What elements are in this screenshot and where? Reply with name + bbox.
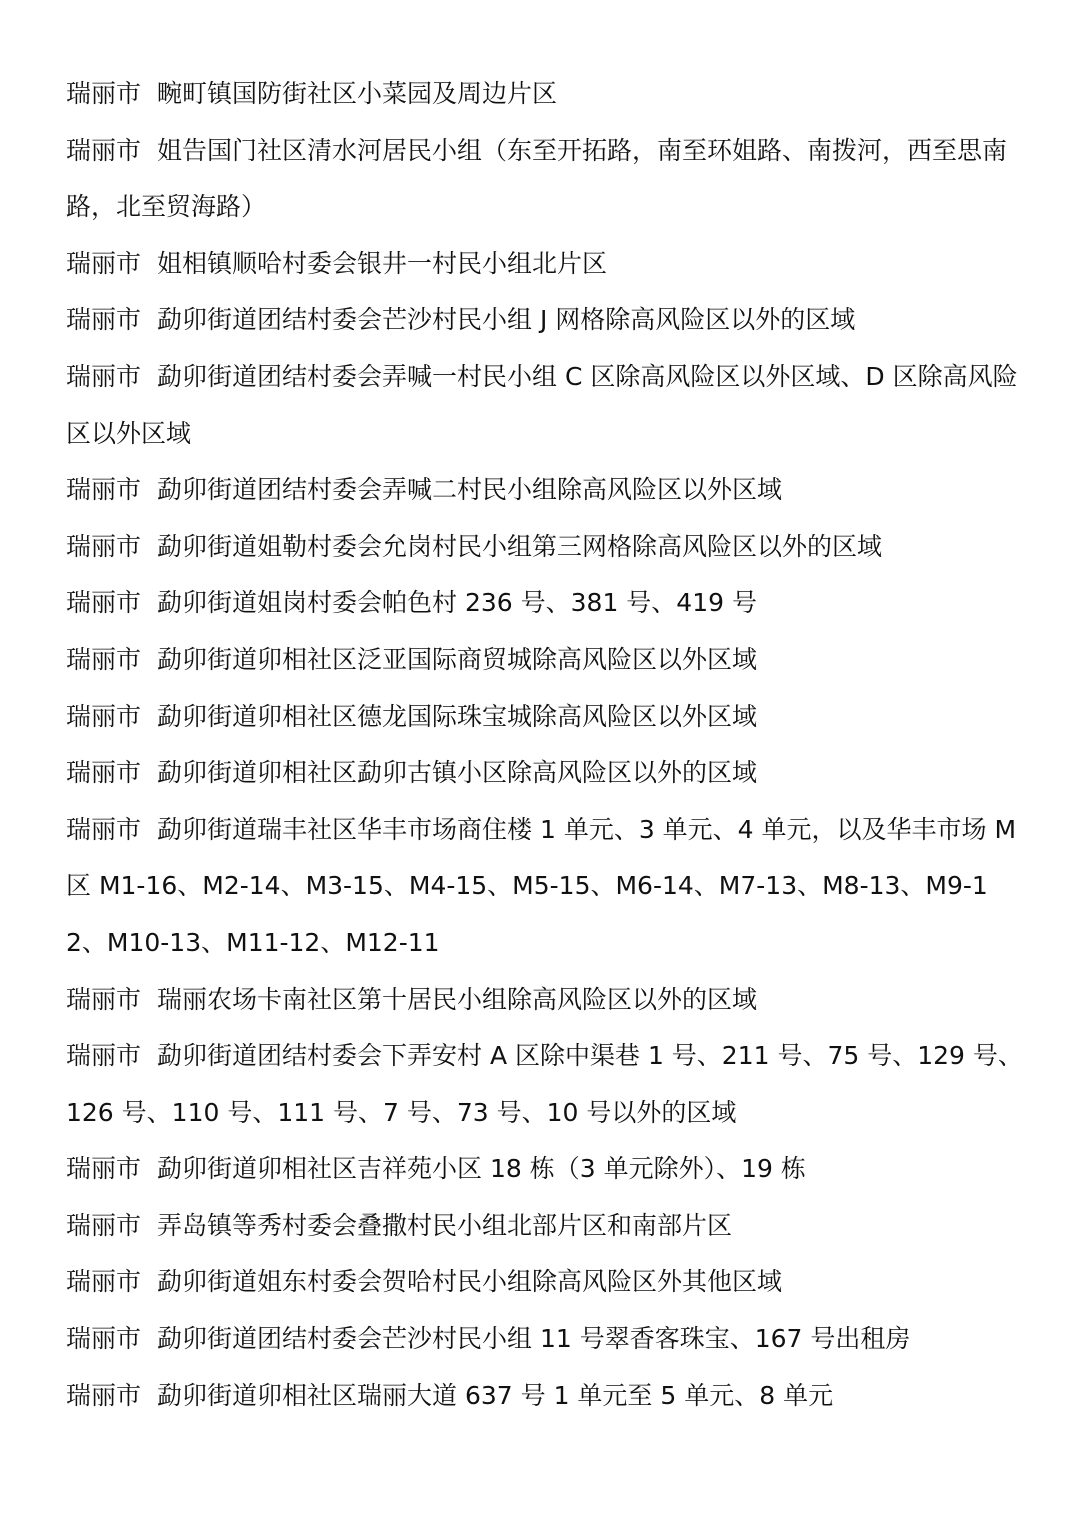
entry-place: 姐相镇顺哈村委会银井一村民小组北片区 [157,248,608,278]
entry-city: 瑞丽市 [66,361,142,391]
entry-city: 瑞丽市 [66,814,142,844]
entry-city: 瑞丽市 [66,1210,142,1240]
list-item [66,236,1026,293]
list-item [66,1198,1026,1255]
list-item [66,1311,1026,1368]
entry-city: 瑞丽市 [66,588,142,618]
entry-place: 勐卯街道姐东村委会贺哈村民小组除高风险区外其他区域 [157,1267,783,1297]
entry-city: 瑞丽市 [66,475,142,505]
entry-place: 勐卯街道卯相社区勐卯古镇小区除高风险区以外的区域 [157,758,758,788]
entry-place: 勐卯街道姐岗村委会帕色村 236 号、381 号、419 号 [157,588,757,618]
list-item [66,123,1026,236]
entry-city: 瑞丽市 [66,1324,142,1354]
list-item [66,66,1026,123]
entry-city: 瑞丽市 [66,758,142,788]
entry-place: 勐卯街道瑞丰社区华丰市场商住楼 1 单元、3 单元、4 单元，以及华丰市场 M 区 M1-16、M2-14、M3-15、M4-15、M5-15、M6-14、M7-13、M8-13、M9-12、M10-13、M11-12、M12-11 [66,814,1017,957]
entry-city: 瑞丽市 [66,1380,142,1410]
list-item [66,745,1026,802]
entry-city: 瑞丽市 [66,701,142,731]
entry-place: 勐卯街道卯相社区瑞丽大道 637 号 1 单元至 5 单元、8 单元 [157,1380,834,1410]
list-item [66,632,1026,689]
list-item [66,1368,1026,1425]
list-item [66,349,1026,462]
entry-place: 勐卯街道团结村委会弄喊一村民小组 C 区除高风险区以外区域、D 区除高风险区以外区域 [66,361,1018,448]
list-item [66,292,1026,349]
entry-place: 勐卯街道卯相社区泛亚国际商贸城除高风险区以外区域 [157,644,758,674]
document-page [66,66,1026,1424]
entry-place: 姐告国门社区清水河居民小组（东至开拓路，南至环姐路、南拨河，西至思南路，北至贸海路） [66,135,1008,222]
entry-city: 瑞丽市 [66,135,142,165]
list-item [66,519,1026,576]
entry-city: 瑞丽市 [66,984,142,1014]
entry-place: 畹町镇国防街社区小菜园及周边片区 [157,79,558,108]
entry-city: 瑞丽市 [66,644,142,674]
entry-place: 勐卯街道团结村委会弄喊二村民小组除高风险区以外区域 [157,475,783,505]
entry-place: 勐卯街道团结村委会下弄安村 A 区除中渠巷 1 号、211 号、75 号、129 号、126 号、110 号、111 号、7 号、73 号、10 号以外的区域 [66,1041,1023,1127]
entry-city: 瑞丽市 [66,305,142,335]
list-item [66,575,1026,632]
entry-city: 瑞丽市 [66,531,142,561]
entry-place: 勐卯街道团结村委会芒沙村民小组 J 网格除高风险区以外的区域 [157,305,856,335]
entry-place: 瑞丽农场卡南社区第十居民小组除高风险区以外的区域 [157,984,758,1014]
entry-city: 瑞丽市 [66,1267,142,1297]
entry-place: 弄岛镇等秀村委会叠撒村民小组北部片区和南部片区 [157,1210,733,1240]
entry-city: 瑞丽市 [66,1041,142,1071]
entry-place: 勐卯街道卯相社区吉祥苑小区 18 栋（3 单元除外）、19 栋 [157,1154,806,1184]
list-item [66,972,1026,1029]
list-item [66,1141,1026,1198]
list-item [66,1254,1026,1311]
list-item [66,689,1026,746]
list-item [66,462,1026,519]
entry-place: 勐卯街道姐勒村委会允岗村民小组第三网格除高风险区以外的区域 [157,531,883,561]
entry-city: 瑞丽市 [66,79,142,108]
entry-city: 瑞丽市 [66,1154,142,1184]
list-item [66,1028,1026,1141]
list-item [66,802,1026,972]
entry-place: 勐卯街道卯相社区德龙国际珠宝城除高风险区以外区域 [157,701,758,731]
entry-city: 瑞丽市 [66,248,142,278]
entry-place: 勐卯街道团结村委会芒沙村民小组 11 号翠香客珠宝、167 号出租房 [157,1324,911,1354]
